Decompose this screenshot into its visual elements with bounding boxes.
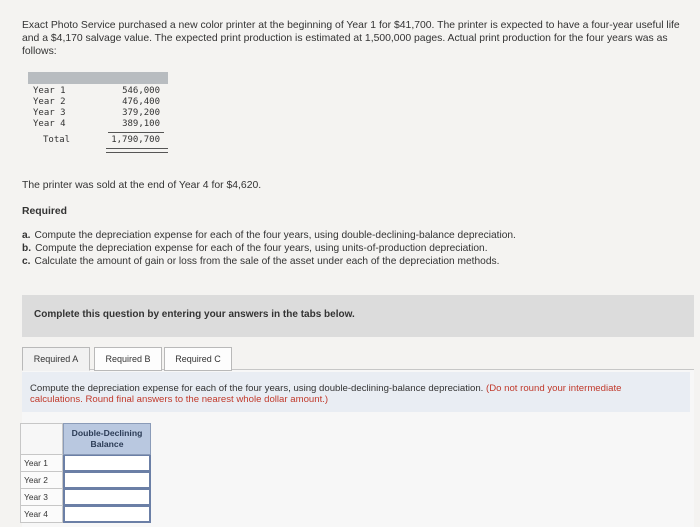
year-3-input[interactable] — [63, 489, 151, 506]
production-table-header — [28, 72, 168, 84]
tab-instruction-box — [22, 372, 690, 412]
answer-row-label: Year 4 — [20, 506, 63, 523]
production-total-value: 1,790,700 — [111, 135, 160, 145]
answer-row-label: Year 3 — [20, 489, 63, 506]
answer-table — [20, 423, 153, 523]
production-value: 389,100 — [122, 119, 160, 129]
tab-instruction — [30, 383, 630, 405]
header-line-1: Double-Declining — [71, 428, 143, 438]
answer-table-corner — [20, 423, 63, 455]
requirement-item — [22, 255, 682, 268]
requirement-text: Compute the depreciation expense for each of the four years, using double-declining-balance depreciation. — [34, 230, 516, 241]
total-double-rule — [106, 148, 168, 153]
sum-rule — [108, 132, 164, 133]
production-year-label: Year 4 — [33, 119, 66, 129]
instruction-note: (Do not round your intermediate calculations. Round final answers to the nearest whole dollar amount.) — [30, 383, 622, 405]
requirement-text: Calculate the amount of gain or loss from the sale of the asset under each of the depreciation methods. — [34, 256, 500, 267]
answer-row-label: Year 1 — [20, 455, 63, 472]
requirement-text: Compute the depreciation expense for each of the four years, using units-of-production depreciation. — [35, 243, 488, 254]
production-row — [28, 119, 168, 131]
production-value: 379,200 — [122, 108, 160, 118]
year-2-input[interactable] — [63, 472, 151, 489]
answer-table-header — [63, 423, 151, 455]
answer-row — [20, 455, 153, 472]
answer-row — [20, 472, 153, 489]
tab-required-c[interactable]: Required C — [164, 347, 232, 371]
requirement-item — [22, 229, 682, 242]
problem-intro: Exact Photo Service purchased a new color printer at the beginning of Year 1 for $41,700. The printer is expected to have a four-year useful life and a $4,170 salvage value. The expected print production is estimated at 1,500,000 pages. Actual print production for the four years was as follows: — [22, 20, 680, 57]
production-value: 476,400 — [122, 97, 160, 107]
production-year-label: Year 3 — [33, 108, 66, 118]
required-heading: Required — [22, 206, 68, 217]
requirement-key: a. — [22, 230, 31, 241]
year-4-input[interactable] — [63, 506, 151, 523]
answer-row — [20, 489, 153, 506]
tab-required-b[interactable]: Required B — [94, 347, 162, 371]
production-value: 546,000 — [122, 86, 160, 96]
production-total-label: Total — [43, 135, 71, 145]
production-year-label: Year 2 — [33, 97, 66, 107]
instructions-panel — [22, 295, 694, 337]
answer-row-label: Year 2 — [20, 472, 63, 489]
requirements-list — [22, 229, 682, 268]
requirement-key: c. — [22, 256, 31, 267]
tab-required-a[interactable]: Required A — [22, 347, 90, 371]
instruction-main: Compute the depreciation expense for each of the four years, using double-declining-balance depreciation. — [30, 383, 484, 394]
production-year-label: Year 1 — [33, 86, 66, 96]
sale-statement: The printer was sold at the end of Year 4 for $4,620. — [22, 180, 262, 191]
answer-row — [20, 506, 153, 523]
requirement-item — [22, 242, 682, 255]
year-1-input[interactable] — [63, 455, 151, 472]
header-line-2: Balance — [90, 439, 124, 449]
requirement-key: b. — [22, 243, 32, 254]
production-table — [28, 72, 168, 154]
production-total-row — [28, 135, 168, 147]
panel-text: Complete this question by entering your answers in the tabs below. — [34, 309, 355, 320]
